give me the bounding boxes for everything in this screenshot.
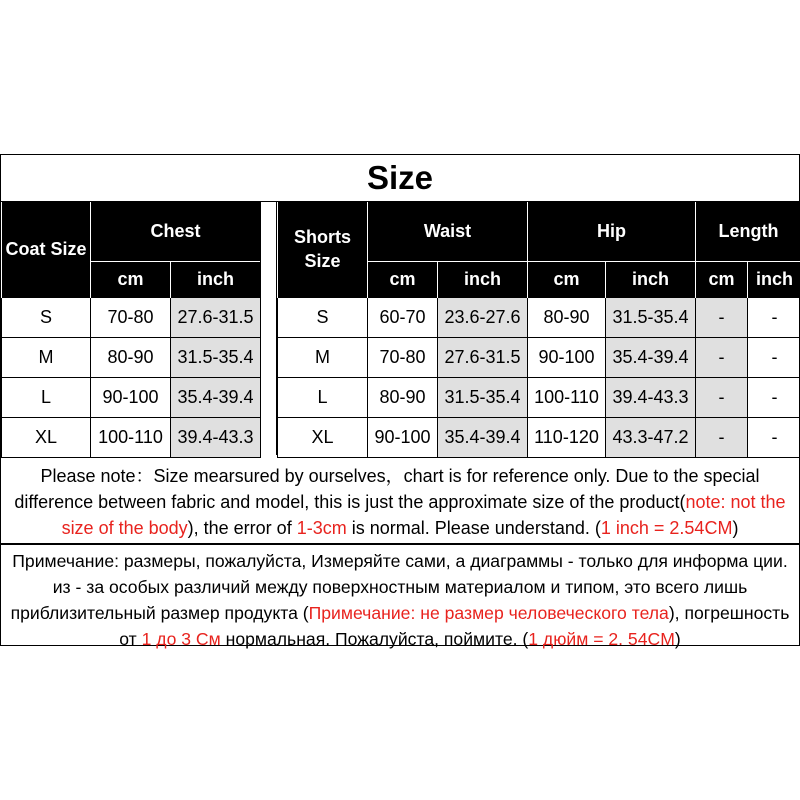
note-text: ) [674,629,681,649]
note-text: ) [732,518,739,538]
waist-cm-cell: 70-80 [368,337,438,377]
unit-header-inch: inch [438,261,528,297]
size-chart [0,154,800,649]
chest-inch-cell: 35.4-39.4 [171,377,261,417]
size-cell: S [278,297,368,337]
hip-cm-cell: 110-120 [528,417,606,457]
hip-cm-cell: 80-90 [528,297,606,337]
length-header: Length [696,202,800,261]
chest-inch-cell: 27.6-31.5 [171,297,261,337]
chest-header: Chest [91,202,261,261]
table-row [278,417,800,457]
chest-cm-cell: 90-100 [91,377,171,417]
shorts-size-header: Shorts Size [278,202,368,297]
chest-cm-cell: 80-90 [91,337,171,377]
note-text: ), погрешность от [119,603,790,649]
length-cm-cell: - [696,377,748,417]
unit-header-cm: cm [91,261,171,297]
chart-title: Size [1,155,799,203]
chest-cm-cell: 100-110 [91,417,171,457]
table-separator [260,202,277,455]
table-row [278,297,800,337]
table-row [2,377,261,417]
length-cm-cell: - [696,297,748,337]
hip-inch-cell: 43.3-47.2 [606,417,696,457]
size-cell: XL [278,417,368,457]
waist-inch-cell: 27.6-31.5 [438,337,528,377]
note-highlight: note: not the size of the body [61,492,786,538]
waist-cm-cell: 90-100 [368,417,438,457]
table-row [2,417,261,457]
unit-header-cm: cm [368,261,438,297]
hip-inch-cell: 31.5-35.4 [606,297,696,337]
note-text: Please note：Size mearsured by ourselves，chart is for reference only. Due to the special difference between fabric and model, this is just the approximate size of the product( [14,466,760,512]
note-text: ), the error of [187,518,297,538]
length-inch-cell: - [748,337,800,377]
unit-header-cm: cm [696,261,748,297]
table-row [2,297,261,337]
note-highlight: 1 дюйм = 2. 54CM [528,629,675,649]
size-cell: L [278,377,368,417]
hip-header: Hip [528,202,696,261]
size-cell: L [2,377,91,417]
shorts-size-table [277,202,800,458]
waist-cm-cell: 60-70 [368,297,438,337]
table-row [278,337,800,377]
chest-inch-cell: 39.4-43.3 [171,417,261,457]
unit-header-inch: inch [606,261,696,297]
note-highlight: 1 inch = 2.54CM [600,518,733,538]
russian-note [1,546,799,649]
table-row [2,337,261,377]
english-note [1,459,799,545]
size-cell: M [278,337,368,377]
length-cm-cell: - [696,337,748,377]
hip-inch-cell: 35.4-39.4 [606,337,696,377]
note-highlight: Примечание: не размер человеческого тела [308,603,669,623]
hip-cm-cell: 90-100 [528,337,606,377]
unit-header-cm: cm [528,261,606,297]
chest-inch-cell: 31.5-35.4 [171,337,261,377]
chest-cm-cell: 70-80 [91,297,171,337]
waist-cm-cell: 80-90 [368,377,438,417]
coat-size-table [1,202,261,458]
size-cell: M [2,337,91,377]
unit-header-inch: inch [748,261,800,297]
length-inch-cell: - [748,377,800,417]
length-inch-cell: - [748,417,800,457]
note-highlight: 1-3cm [296,518,347,538]
hip-inch-cell: 39.4-43.3 [606,377,696,417]
size-cell: S [2,297,91,337]
waist-inch-cell: 31.5-35.4 [438,377,528,417]
size-cell: XL [2,417,91,457]
length-cm-cell: - [696,417,748,457]
length-inch-cell: - [748,297,800,337]
note-text: is normal. Please understand. ( [346,518,601,538]
note-highlight: 1 до 3 См [141,629,221,649]
waist-inch-cell: 35.4-39.4 [438,417,528,457]
waist-inch-cell: 23.6-27.6 [438,297,528,337]
waist-header: Waist [368,202,528,261]
note-text: Примечание: размеры, пожалуйста, Измеряйте сами, а диаграммы - только для информа ции. из - за особых различий между поверхностным материалом и типом, это всего лишь приблизительный размер продукта ( [10,551,788,623]
hip-cm-cell: 100-110 [528,377,606,417]
unit-header-inch: inch [171,261,261,297]
note-text: нормальная. Пожалуйста, поймите. ( [220,629,529,649]
table-row [278,377,800,417]
coat-size-header: Coat Size [2,202,91,297]
